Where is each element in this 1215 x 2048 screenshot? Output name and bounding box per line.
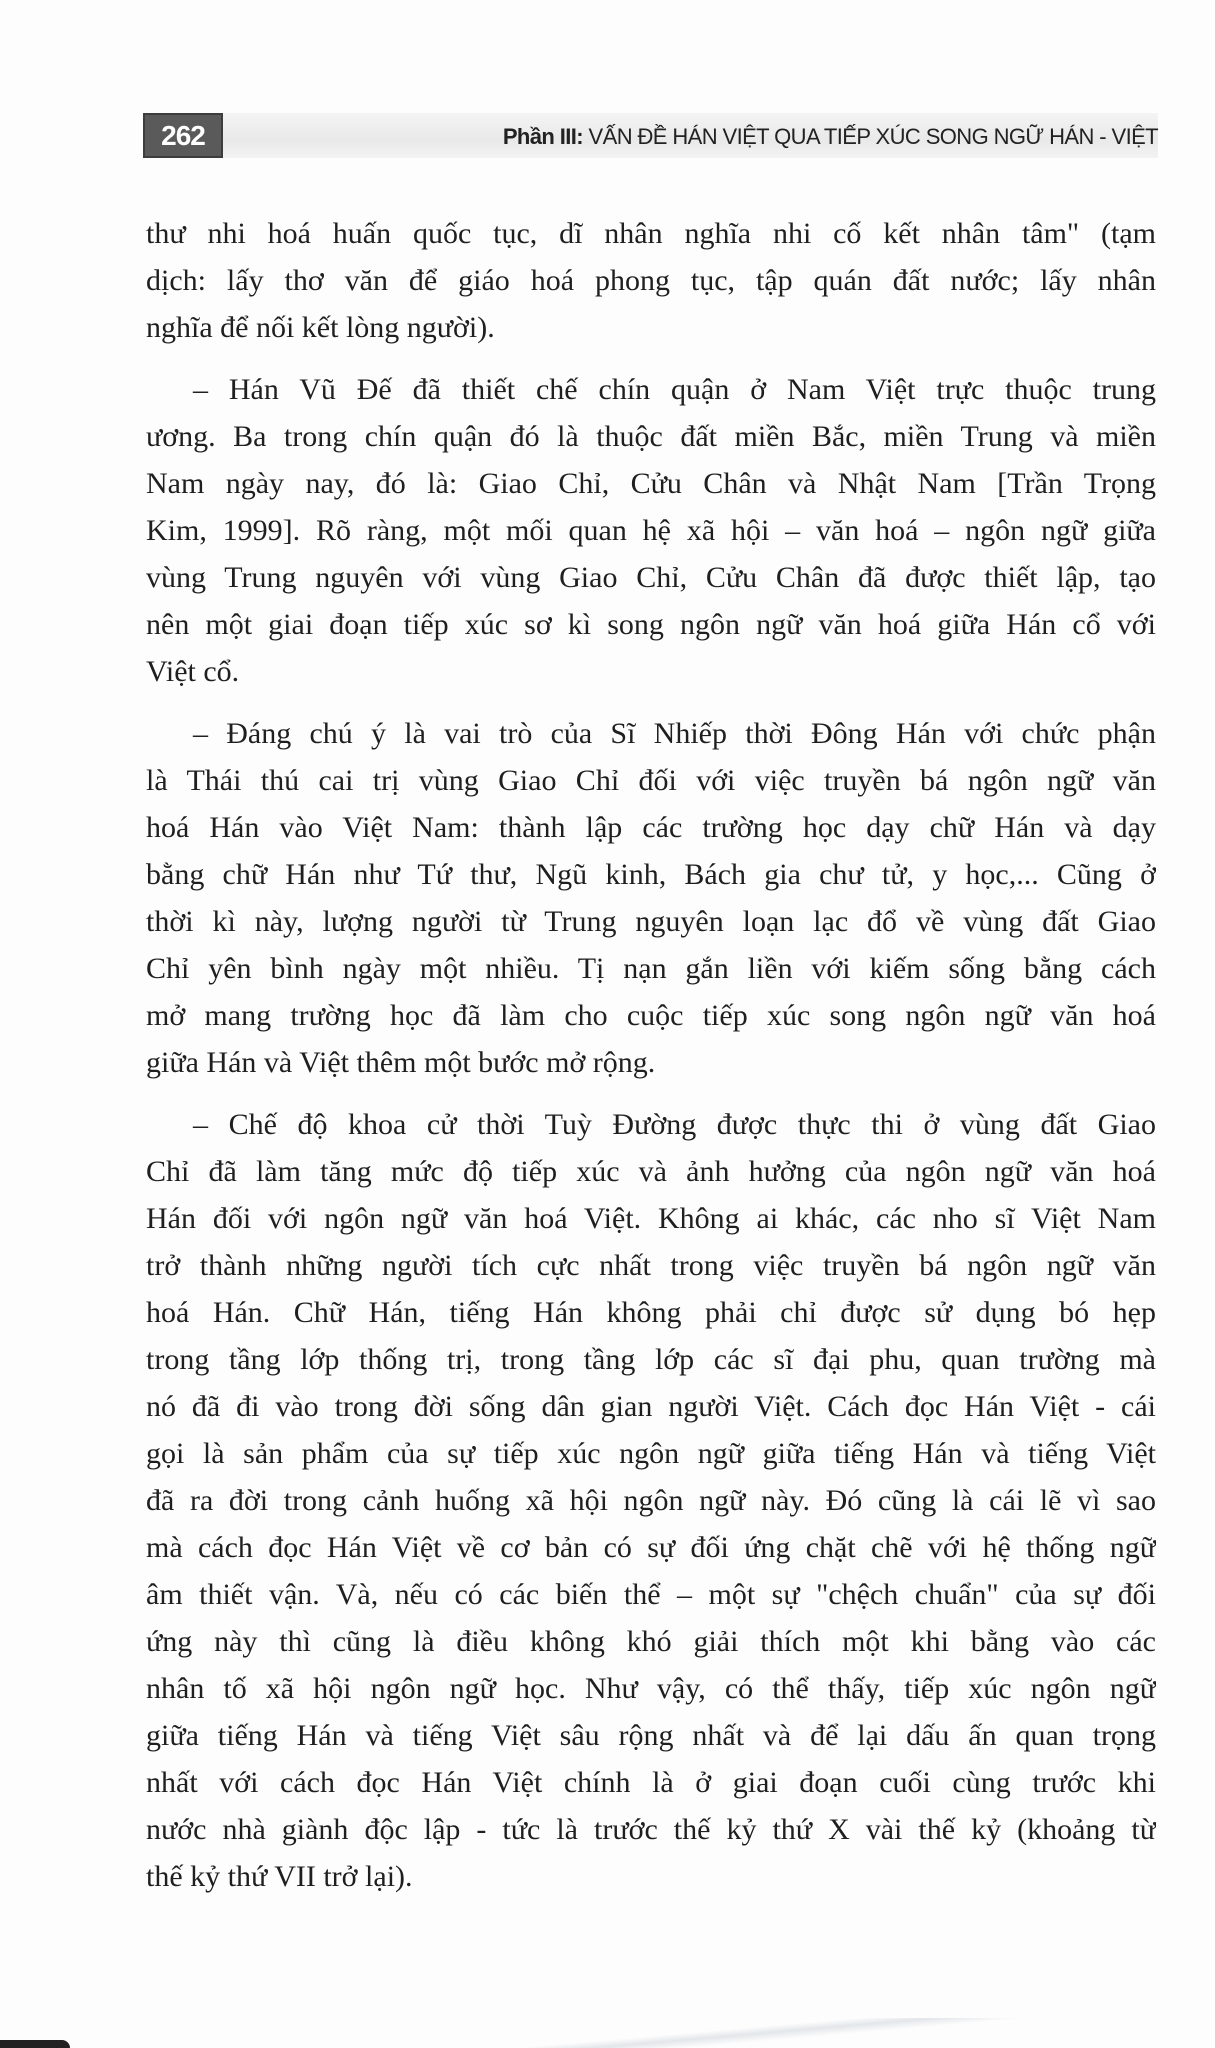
text-line: vùng Trung nguyên với vùng Giao Chỉ, Cửu Chân đã được thiết lập, tạo	[146, 561, 1156, 594]
text-line: Nam ngày nay, đó là: Giao Chỉ, Cửu Chân và Nhật Nam [Trần Trọng	[146, 467, 1156, 500]
running-header	[143, 113, 1158, 158]
text-line: nhất với cách đọc Hán Việt chính là ở giai đoạn cuối cùng trước khi	[146, 1766, 1156, 1799]
text-line: nó đã đi vào trong đời sống dân gian người Việt. Cách đọc Hán Việt - cái	[146, 1390, 1156, 1423]
scan-shadow	[0, 2040, 70, 2048]
text-line: ương. Ba trong chín quận đó là thuộc đất miền Bắc, miền Trung và miền	[146, 420, 1156, 453]
text-line: mà cách đọc Hán Việt về cơ bản có sự đối ứng chặt chẽ với hệ thống ngữ	[146, 1531, 1156, 1564]
text-line: trở thành những người tích cực nhất trong việc truyền bá ngôn ngữ văn	[146, 1249, 1156, 1282]
text-line: gọi là sản phẩm của sự tiếp xúc ngôn ngữ giữa tiếng Hán và tiếng Việt	[146, 1437, 1156, 1470]
text-line: nên một giai đoạn tiếp xúc sơ kì song ngôn ngữ văn hoá giữa Hán cổ với	[146, 608, 1156, 641]
text-line: ứng này thì cũng là điều không khó giải thích một khi bằng vào các	[146, 1625, 1156, 1658]
paragraph	[146, 210, 1156, 351]
running-title	[503, 113, 1158, 158]
text-line: Chỉ yên bình ngày một nhiều. Tị nạn gắn liền với kiếm sống bằng cách	[146, 952, 1156, 985]
text-line: giữa Hán và Việt thêm một bước mở rộng.	[146, 1046, 656, 1079]
text-line: – Chế độ khoa cử thời Tuỳ Đường được thực thi ở vùng đất Giao	[193, 1108, 1156, 1141]
paragraph	[146, 1101, 1156, 1900]
text-line: giữa tiếng Hán và tiếng Việt sâu rộng nhất và để lại dấu ấn quan trọng	[146, 1719, 1156, 1752]
text-line: thế kỷ thứ VII trở lại).	[146, 1860, 413, 1893]
paragraph	[146, 710, 1156, 1086]
text-line: – Hán Vũ Đế đã thiết chế chín quận ở Nam Việt trực thuộc trung	[193, 373, 1156, 406]
text-line: nhân tố xã hội ngôn ngữ học. Như vậy, có thể thấy, tiếp xúc ngôn ngữ	[146, 1672, 1156, 1705]
part-title: VẤN ĐỀ HÁN VIỆT QUA TIẾP XÚC SONG NGỮ HÁN - VIỆT	[583, 124, 1158, 149]
text-line: Kim, 1999]. Rõ ràng, một mối quan hệ xã hội – văn hoá – ngôn ngữ giữa	[146, 514, 1156, 547]
text-line: Hán đối với ngôn ngữ văn hoá Việt. Không ai khác, các nho sĩ Việt Nam	[146, 1202, 1156, 1235]
text-line: Chỉ đã làm tăng mức độ tiếp xúc và ảnh hưởng của ngôn ngữ văn hoá	[146, 1155, 1156, 1188]
text-line: mở mang trường học đã làm cho cuộc tiếp xúc song ngôn ngữ văn hoá	[146, 999, 1156, 1032]
text-line: đã ra đời trong cảnh huống xã hội ngôn ngữ này. Đó cũng là cái lẽ vì sao	[146, 1484, 1156, 1517]
text-line: trong tầng lớp thống trị, trong tầng lớp các sĩ đại phu, quan trường mà	[146, 1343, 1156, 1376]
text-line: Việt cổ.	[146, 655, 240, 688]
text-line: dịch: lấy thơ văn để giáo hoá phong tục, tập quán đất nước; lấy nhân	[146, 264, 1156, 297]
page-number: 262	[143, 113, 223, 158]
text-line: thư nhi hoá huấn quốc tục, dĩ nhân nghĩa nhi cố kết nhân tâm" (tạm	[146, 217, 1156, 250]
text-line: nước nhà giành độc lập - tức là trước thế kỷ thứ X vài thế kỷ (khoảng từ	[146, 1813, 1156, 1846]
page-curl-edge	[0, 2018, 1215, 2048]
text-line: là Thái thú cai trị vùng Giao Chỉ đối với việc truyền bá ngôn ngữ văn	[146, 764, 1156, 797]
text-line: nghĩa để nối kết lòng người).	[146, 311, 495, 344]
text-line: âm thiết vận. Và, nếu có các biến thể – một sự "chệch chuẩn" của sự đối	[146, 1578, 1156, 1611]
text-line: hoá Hán vào Việt Nam: thành lập các trường học dạy chữ Hán và dạy	[146, 811, 1156, 844]
text-line: – Đáng chú ý là vai trò của Sĩ Nhiếp thời Đông Hán với chức phận	[193, 717, 1156, 750]
page-body	[146, 210, 1156, 1915]
text-line: bằng chữ Hán như Tứ thư, Ngũ kinh, Bách gia chư tử, y học,... Cũng ở	[146, 858, 1156, 891]
paragraph	[146, 366, 1156, 695]
text-line: thời kì này, lượng người từ Trung nguyên loạn lạc đổ về vùng đất Giao	[146, 905, 1156, 938]
text-line: hoá Hán. Chữ Hán, tiếng Hán không phải chỉ được sử dụng bó hẹp	[146, 1296, 1156, 1329]
part-label: Phần III:	[502, 124, 584, 149]
